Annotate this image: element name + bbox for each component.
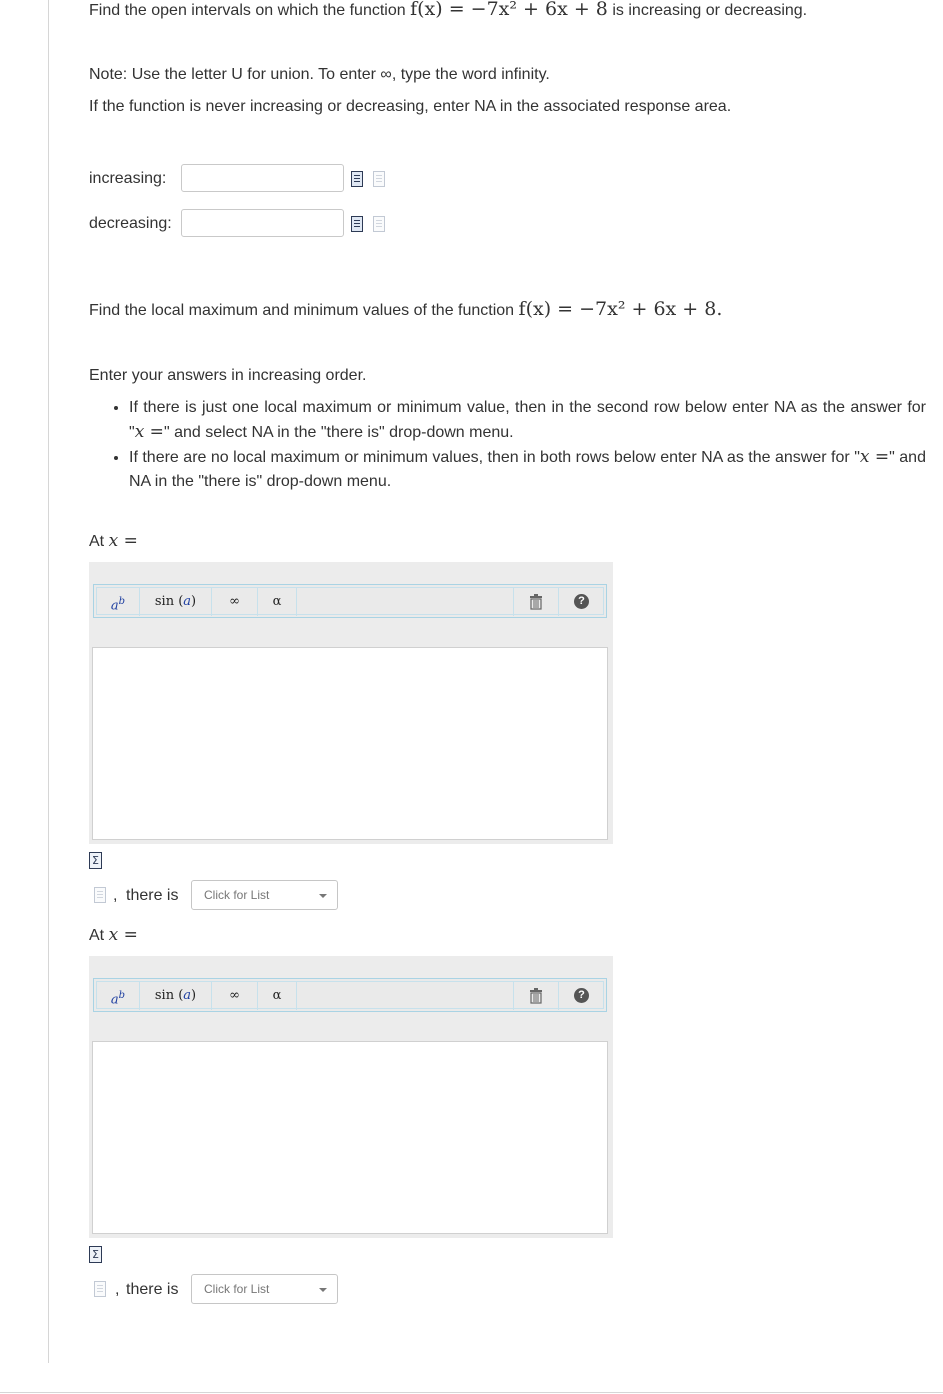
decreasing-input[interactable]	[181, 209, 344, 237]
comma: ,	[113, 887, 118, 904]
bottom-border	[0, 1392, 943, 1393]
exponent-button[interactable]: $a^b$	[97, 982, 140, 1010]
at-x-label-2: At x =	[89, 925, 138, 945]
help-icon[interactable]: ?	[558, 982, 604, 1010]
editor-toolbar	[93, 978, 607, 1012]
sigma-icon[interactable]: Σ	[89, 1246, 102, 1263]
q1-function: f(x) = −7x² + 6x + 8	[410, 0, 608, 20]
decreasing-label: decreasing:	[89, 215, 172, 232]
q2-prompt: Find the local maximum and minimum values of the function f(x) = −7x² + 6x + 8.	[89, 298, 723, 320]
there-is-label: there is	[126, 887, 179, 904]
instruction-list	[89, 396, 926, 494]
q1-prompt: Find the open intervals on which the function f(x) = −7x² + 6x + 8 is increasing or decreasing.	[89, 0, 808, 20]
equation-editor-icon[interactable]	[351, 171, 363, 187]
note-union: Note: Use the letter U for union. To enter ∞, type the word infinity.	[89, 66, 550, 83]
chevron-down-icon	[319, 1288, 327, 1292]
comma: ,	[115, 1281, 120, 1298]
help-icon[interactable]: ?	[558, 588, 604, 616]
chevron-down-icon	[319, 894, 327, 898]
equation-editor-icon[interactable]	[351, 216, 363, 232]
function-button[interactable]: sin (a)	[140, 588, 212, 616]
bullet-no-extrema: • If there are no local maximum or minimum values, then in both rows below enter NA as the answer for "x =" and NA in the "there is" drop-down menu.	[129, 445, 926, 494]
left-border	[48, 0, 49, 1363]
trash-icon[interactable]	[513, 588, 558, 616]
greek-alpha-button[interactable]: α	[258, 982, 297, 1010]
editor-toolbar	[93, 584, 607, 618]
infinity-button[interactable]: ∞	[212, 982, 258, 1010]
q2-instruction: Enter your answers in increasing order.	[89, 367, 367, 384]
math-input-area[interactable]	[92, 647, 608, 840]
function-button[interactable]: sin (a)	[140, 982, 212, 1010]
math-editor-1	[89, 562, 613, 844]
attachment-icon[interactable]	[94, 887, 106, 903]
note-na: If the function is never increasing or decreasing, enter NA in the associated response area.	[89, 98, 732, 115]
attachment-icon[interactable]	[94, 1281, 106, 1297]
sigma-icon[interactable]: Σ	[89, 852, 102, 869]
there-is-label: there is	[126, 1281, 179, 1298]
attachment-icon[interactable]	[373, 216, 385, 232]
greek-alpha-button[interactable]: α	[258, 588, 297, 616]
math-editor-2	[89, 956, 613, 1238]
there-is-select-2[interactable]: Click for List	[191, 1274, 338, 1304]
q2-function: f(x) = −7x² + 6x + 8	[518, 298, 717, 320]
at-x-label-1: At x =	[89, 531, 138, 551]
increasing-label: increasing:	[89, 170, 167, 187]
bullet-one-na: • If there is just one local maximum or minimum value, then in the second row below enter NA as the answer for "x =" and select NA in the "there is" drop-down menu.	[129, 396, 926, 445]
attachment-icon[interactable]	[373, 171, 385, 187]
infinity-button[interactable]: ∞	[212, 588, 258, 616]
increasing-input[interactable]	[181, 164, 344, 192]
exponent-button[interactable]: $a^b$	[97, 588, 140, 616]
trash-icon[interactable]	[513, 982, 558, 1010]
there-is-select-1[interactable]: Click for List	[191, 880, 338, 910]
math-input-area[interactable]	[92, 1041, 608, 1234]
